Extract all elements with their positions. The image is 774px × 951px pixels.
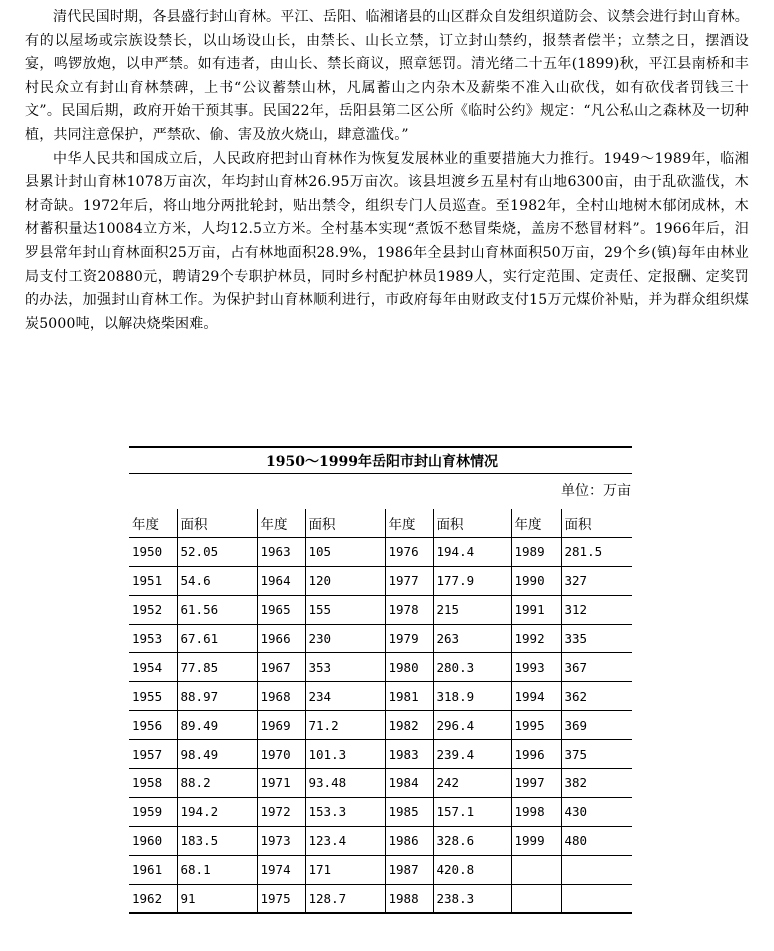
year-cell: 1953 bbox=[129, 624, 177, 653]
area-cell: 98.49 bbox=[177, 740, 241, 769]
group-separator bbox=[497, 624, 511, 653]
table-row bbox=[129, 566, 632, 595]
area-cell: 171 bbox=[305, 855, 369, 884]
area-cell: 88.97 bbox=[177, 682, 241, 711]
group-separator bbox=[497, 711, 511, 740]
group-separator bbox=[497, 884, 511, 913]
year-cell: 1965 bbox=[257, 595, 305, 624]
year-cell: 1976 bbox=[385, 537, 433, 566]
year-cell: 1991 bbox=[511, 595, 561, 624]
area-cell: 123.4 bbox=[305, 826, 369, 855]
year-cell: 1982 bbox=[385, 711, 433, 740]
paragraph-qing-republic: 清代民国时期，各县盛行封山育林。平江、岳阳、临湘诸县的山区群众自发组织道防会、议禁会进行封山育林。有的以屋场或宗族设禁长，以山场设山长，由禁长、山长立禁，订立封山禁约，报禁者偿半；立禁之日，摆酒设宴，鸣锣放炮，以申严禁。如有违者，由山长、禁长商议，照章惩罚。清光绪二十五年(1899)秋，平江县南桥和丰村民众立有封山育林禁碑，上书“公议蓄禁山林，凡属蓄山之内杂木及薪柴不准入山砍伐，如有砍伐者罚钱三十文”。民国后期，政府开始干预其事。民国22年，岳阳县第二区公所《临时公约》规定：“凡公私山之森林及一切种植，共同注意保护，严禁砍、偷、害及放火烧山，肆意滥伐。” bbox=[25, 9, 749, 143]
area-cell: 238.3 bbox=[433, 884, 497, 913]
group-separator bbox=[369, 711, 385, 740]
area-cell: 242 bbox=[433, 769, 497, 798]
group-separator bbox=[497, 769, 511, 798]
year-cell: 1957 bbox=[129, 740, 177, 769]
area-cell: 183.5 bbox=[177, 826, 241, 855]
group-separator bbox=[369, 740, 385, 769]
year-cell: 1992 bbox=[511, 624, 561, 653]
area-cell: 153.3 bbox=[305, 797, 369, 826]
year-cell bbox=[511, 884, 561, 913]
year-cell: 1967 bbox=[257, 653, 305, 682]
year-cell: 1980 bbox=[385, 653, 433, 682]
year-cell: 1969 bbox=[257, 711, 305, 740]
area-cell: 239.4 bbox=[433, 740, 497, 769]
area-cell: 89.49 bbox=[177, 711, 241, 740]
group-separator bbox=[241, 797, 257, 826]
year-cell: 1986 bbox=[385, 826, 433, 855]
table-row bbox=[129, 682, 632, 711]
table-row bbox=[129, 884, 632, 913]
group-separator bbox=[369, 769, 385, 798]
year-cell: 1994 bbox=[511, 682, 561, 711]
column-header-area: 面积 bbox=[561, 509, 632, 537]
area-cell bbox=[561, 855, 632, 884]
column-header-year: 年度 bbox=[129, 509, 177, 537]
group-separator bbox=[241, 509, 257, 537]
year-cell: 1963 bbox=[257, 537, 305, 566]
year-cell: 1973 bbox=[257, 826, 305, 855]
area-cell: 120 bbox=[305, 566, 369, 595]
group-separator bbox=[497, 682, 511, 711]
group-separator bbox=[497, 826, 511, 855]
table-header-row bbox=[129, 509, 632, 537]
group-separator bbox=[497, 537, 511, 566]
group-separator bbox=[497, 740, 511, 769]
year-cell: 1977 bbox=[385, 566, 433, 595]
year-cell: 1974 bbox=[257, 855, 305, 884]
group-separator bbox=[241, 653, 257, 682]
year-cell: 1958 bbox=[129, 769, 177, 798]
year-cell: 1981 bbox=[385, 682, 433, 711]
year-cell: 1999 bbox=[511, 826, 561, 855]
column-header-year: 年度 bbox=[385, 509, 433, 537]
year-cell: 1985 bbox=[385, 797, 433, 826]
table-row bbox=[129, 537, 632, 566]
area-cell: 155 bbox=[305, 595, 369, 624]
group-separator bbox=[497, 509, 511, 537]
group-separator bbox=[369, 509, 385, 537]
area-cell: 367 bbox=[561, 653, 632, 682]
year-cell: 1993 bbox=[511, 653, 561, 682]
column-header-area: 面积 bbox=[433, 509, 497, 537]
table-title-rule bbox=[129, 473, 632, 474]
group-separator bbox=[369, 566, 385, 595]
year-cell: 1966 bbox=[257, 624, 305, 653]
group-separator bbox=[369, 855, 385, 884]
group-separator bbox=[241, 711, 257, 740]
year-cell: 1989 bbox=[511, 537, 561, 566]
area-cell: 335 bbox=[561, 624, 632, 653]
area-cell: 375 bbox=[561, 740, 632, 769]
year-cell: 1988 bbox=[385, 884, 433, 913]
area-cell bbox=[561, 884, 632, 913]
area-cell: 362 bbox=[561, 682, 632, 711]
area-cell: 77.85 bbox=[177, 653, 241, 682]
year-cell: 1950 bbox=[129, 537, 177, 566]
group-separator bbox=[497, 855, 511, 884]
area-cell: 263 bbox=[433, 624, 497, 653]
group-separator bbox=[497, 653, 511, 682]
area-cell: 420.8 bbox=[433, 855, 497, 884]
year-cell: 1951 bbox=[129, 566, 177, 595]
group-separator bbox=[241, 769, 257, 798]
column-header-year: 年度 bbox=[511, 509, 561, 537]
year-cell bbox=[511, 855, 561, 884]
table-row bbox=[129, 769, 632, 798]
table-unit: 单位：万亩 bbox=[561, 483, 631, 499]
year-cell: 1968 bbox=[257, 682, 305, 711]
area-cell: 194.2 bbox=[177, 797, 241, 826]
table-row bbox=[129, 711, 632, 740]
group-separator bbox=[241, 884, 257, 913]
year-cell: 1987 bbox=[385, 855, 433, 884]
year-cell: 1970 bbox=[257, 740, 305, 769]
area-cell: 312 bbox=[561, 595, 632, 624]
column-header-area: 面积 bbox=[305, 509, 369, 537]
area-cell: 234 bbox=[305, 682, 369, 711]
area-cell: 281.5 bbox=[561, 537, 632, 566]
area-cell: 157.1 bbox=[433, 797, 497, 826]
group-separator bbox=[369, 653, 385, 682]
table-top-rule bbox=[129, 446, 632, 448]
group-separator bbox=[369, 537, 385, 566]
group-separator bbox=[369, 682, 385, 711]
area-cell: 71.2 bbox=[305, 711, 369, 740]
area-cell: 215 bbox=[433, 595, 497, 624]
area-cell: 327 bbox=[561, 566, 632, 595]
area-cell: 353 bbox=[305, 653, 369, 682]
area-cell: 296.4 bbox=[433, 711, 497, 740]
group-separator bbox=[241, 595, 257, 624]
area-cell: 93.48 bbox=[305, 769, 369, 798]
group-separator bbox=[497, 595, 511, 624]
group-separator bbox=[241, 826, 257, 855]
area-cell: 369 bbox=[561, 711, 632, 740]
area-cell: 128.7 bbox=[305, 884, 369, 913]
year-cell: 1975 bbox=[257, 884, 305, 913]
year-cell: 1959 bbox=[129, 797, 177, 826]
year-cell: 1995 bbox=[511, 711, 561, 740]
area-cell: 318.9 bbox=[433, 682, 497, 711]
group-separator bbox=[369, 884, 385, 913]
afforestation-table bbox=[129, 509, 632, 914]
area-cell: 91 bbox=[177, 884, 241, 913]
table-row bbox=[129, 624, 632, 653]
column-header-year: 年度 bbox=[257, 509, 305, 537]
table-row bbox=[129, 826, 632, 855]
area-cell: 230 bbox=[305, 624, 369, 653]
area-cell: 88.2 bbox=[177, 769, 241, 798]
year-cell: 1997 bbox=[511, 769, 561, 798]
year-cell: 1964 bbox=[257, 566, 305, 595]
column-header-area: 面积 bbox=[177, 509, 241, 537]
group-separator bbox=[241, 537, 257, 566]
year-cell: 1952 bbox=[129, 595, 177, 624]
area-cell: 328.6 bbox=[433, 826, 497, 855]
table-title: 1950～1999年岳阳市封山育林情况 bbox=[266, 454, 498, 470]
group-separator bbox=[241, 566, 257, 595]
group-separator bbox=[241, 624, 257, 653]
group-separator bbox=[369, 826, 385, 855]
group-separator bbox=[369, 624, 385, 653]
year-cell: 1983 bbox=[385, 740, 433, 769]
area-cell: 54.6 bbox=[177, 566, 241, 595]
year-cell: 1954 bbox=[129, 653, 177, 682]
area-cell: 177.9 bbox=[433, 566, 497, 595]
year-cell: 1972 bbox=[257, 797, 305, 826]
table-row bbox=[129, 653, 632, 682]
year-cell: 1956 bbox=[129, 711, 177, 740]
group-separator bbox=[369, 797, 385, 826]
area-cell: 67.61 bbox=[177, 624, 241, 653]
body-text bbox=[25, 6, 749, 336]
year-cell: 1971 bbox=[257, 769, 305, 798]
year-cell: 1960 bbox=[129, 826, 177, 855]
area-cell: 105 bbox=[305, 537, 369, 566]
area-cell: 280.3 bbox=[433, 653, 497, 682]
year-cell: 1979 bbox=[385, 624, 433, 653]
area-cell: 430 bbox=[561, 797, 632, 826]
area-cell: 382 bbox=[561, 769, 632, 798]
year-cell: 1984 bbox=[385, 769, 433, 798]
year-cell: 1978 bbox=[385, 595, 433, 624]
paragraph-prc: 中华人民共和国成立后，人民政府把封山育林作为恢复发展林业的重要措施大力推行。1949～1989年，临湘县累计封山育林1078万亩次，年均封山育林26.95万亩次。该县坦渡乡五星村有山地6300亩，由于乱砍滥伐，木材奇缺。1972年后，将山地分两批轮封，贴出禁令，组织专门人员巡查。至1982年，全村山地树木郁闭成林，木材蓄积量达10084立方米，人均12.5立方米。全村基本实现“煮饭不愁冒柴烧，盖房不愁冒材料”。1966年后，汨罗县常年封山育林面积25万亩，占有林地面积28.9%，1986年全县封山育林面积50万亩，29个乡(镇)每年由林业局支付工资20880元，聘请29个专职护林员，同时乡村配护林员1989人，实行定范围、定责任、定报酬、定奖罚的办法，加强封山育林工作。为保护封山育林顺利进行，市政府每年由财政支付15万元煤价补贴，并为群众组织煤炭5000吨，以解决烧柴困难。 bbox=[25, 150, 749, 332]
year-cell: 1962 bbox=[129, 884, 177, 913]
year-cell: 1998 bbox=[511, 797, 561, 826]
table-row bbox=[129, 797, 632, 826]
area-cell: 52.05 bbox=[177, 537, 241, 566]
group-separator bbox=[241, 740, 257, 769]
group-separator bbox=[497, 566, 511, 595]
group-separator bbox=[241, 855, 257, 884]
table-row bbox=[129, 855, 632, 884]
group-separator bbox=[241, 682, 257, 711]
area-cell: 480 bbox=[561, 826, 632, 855]
table-row bbox=[129, 595, 632, 624]
group-separator bbox=[369, 595, 385, 624]
table-row bbox=[129, 740, 632, 769]
area-cell: 101.3 bbox=[305, 740, 369, 769]
year-cell: 1955 bbox=[129, 682, 177, 711]
area-cell: 61.56 bbox=[177, 595, 241, 624]
group-separator bbox=[497, 797, 511, 826]
year-cell: 1996 bbox=[511, 740, 561, 769]
area-cell: 194.4 bbox=[433, 537, 497, 566]
area-cell: 68.1 bbox=[177, 855, 241, 884]
year-cell: 1961 bbox=[129, 855, 177, 884]
year-cell: 1990 bbox=[511, 566, 561, 595]
